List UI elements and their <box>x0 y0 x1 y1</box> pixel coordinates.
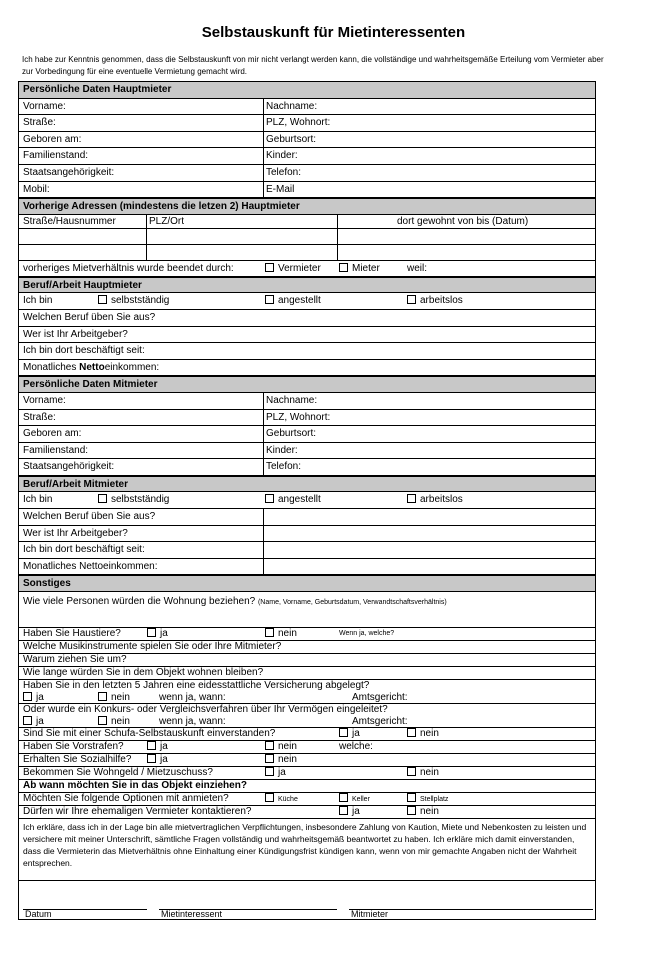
label-haustiere: Haben Sie Haustiere? <box>23 628 121 640</box>
checkbox-stellplatz[interactable] <box>407 793 416 802</box>
checkbox-eides-ja[interactable] <box>23 692 32 701</box>
label-konkurs: Oder wurde ein Konkurs- oder Vergleichsverfahren über Ihr Vermögen eingeleitet? <box>23 704 388 716</box>
label-vorstrafen: Haben Sie Vorstrafen? <box>23 741 124 753</box>
row-arbeitgeber-mit[interactable] <box>19 526 595 543</box>
label-telefon: Telefon: <box>266 166 302 178</box>
checkbox-selbststaendig-mit[interactable] <box>98 494 107 503</box>
adressen-row-2[interactable] <box>19 245 595 261</box>
section-header-beruf-mit: Beruf/Arbeit Mitmieter <box>19 476 595 493</box>
row-name[interactable] <box>19 99 595 116</box>
row-familie-mit[interactable] <box>19 443 595 460</box>
row-ichbin-mit[interactable] <box>19 492 595 509</box>
label-arbeitslos-mit: arbeitslos <box>420 494 463 506</box>
row-vorstrafen[interactable]: Haben Sie Vorstrafen? ja nein welche: <box>19 741 595 754</box>
label-kinder: Kinder: <box>266 150 298 162</box>
signature-row[interactable] <box>19 881 595 919</box>
label-staat: Staatsangehörigkeit: <box>23 166 115 178</box>
checkbox-keller[interactable] <box>339 793 348 802</box>
label-angestellt: angestellt <box>278 295 321 307</box>
label-musik: Welche Musikinstrumente spielen Sie oder Ihre Mitmieter? <box>23 641 282 653</box>
label-vorname: Vorname: <box>23 100 66 112</box>
label-ichbin: Ich bin <box>23 295 53 307</box>
label-netto-mit: Monatliches Nettoeinkommen: <box>23 560 158 572</box>
row-haustiere[interactable]: Haben Sie Haustiere? ja nein Wenn ja, welche? <box>19 628 595 641</box>
row-arbeitgeber-haupt[interactable] <box>19 327 595 344</box>
label-wohngeld: Bekommen Sie Wohngeld / Mietzuschuss? <box>23 767 213 779</box>
checkbox-wohngeld-ja[interactable] <box>265 767 274 776</box>
label-beruf: Welchen Beruf üben Sie aus? <box>23 311 156 323</box>
label-angestellt-mit: angestellt <box>278 494 321 506</box>
label-ichbin-mit: Ich bin <box>23 494 53 506</box>
checkbox-selbststaendig[interactable] <box>98 295 107 304</box>
label-arbeitgeber-mit: Wer ist Ihr Arbeitgeber? <box>23 527 128 539</box>
row-staat-mit[interactable] <box>19 459 595 476</box>
label-mietinteressent: Mietinteressent <box>161 909 223 920</box>
row-familie[interactable] <box>19 148 595 165</box>
row-geboren[interactable] <box>19 132 595 149</box>
label-warum: Warum ziehen Sie um? <box>23 654 127 666</box>
section-header-mitmieter: Persönliche Daten Mitmieter <box>19 376 595 393</box>
label-welche-tier: Wenn ja, welche? <box>339 630 395 638</box>
checkbox-haustiere-ja[interactable] <box>147 628 156 637</box>
label-vermieter: Vermieter <box>278 262 321 274</box>
row-beruf-mit[interactable] <box>19 509 595 526</box>
adressen-row-1[interactable] <box>19 229 595 245</box>
label-mitmieter: Mitmieter <box>351 909 389 920</box>
checkbox-wohngeld-nein[interactable] <box>407 767 416 776</box>
checkbox-vermieter[interactable] <box>265 263 274 272</box>
label-strasse: Straße: <box>23 117 56 129</box>
row-optionen[interactable]: Möchten Sie folgende Optionen mit anmieten? Küche Keller Stellplatz <box>19 793 595 806</box>
row-geboren-mit[interactable] <box>19 426 595 443</box>
row-lange[interactable] <box>19 667 595 680</box>
label-nachname: Nachname: <box>266 100 318 112</box>
label-arbeitgeber: Wer ist Ihr Arbeitgeber? <box>23 328 128 340</box>
row-sozial[interactable]: Erhalten Sie Sozialhilfe? ja nein <box>19 754 595 767</box>
row-mobil[interactable] <box>19 182 595 199</box>
label-personen: Wie viele Personen würden die Wohnung beziehen? (Name, Vorname, Geburtsdatum, Verwandtschaftsverhältnis) <box>23 596 447 608</box>
label-familienstand: Familienstand: <box>23 150 89 162</box>
label-lange: Wie lange würden Sie in dem Objekt wohnen bleiben? <box>23 667 264 679</box>
row-eides[interactable]: Haben Sie in den letzten 5 Jahren eine eidesstattliche Versicherung abgelegt? ja nein wenn ja, wann: Amtsgericht: <box>19 680 595 704</box>
intro-text: Ich habe zur Kenntnis genommen, dass die Selbstauskunft von mir nicht verlangt werden kann, die vollständige und wahrheitsgemäße Erteilung vom Vermieter aber zur Vorbedingung für eine eventuelle Vermietung gemacht wird. <box>22 55 604 76</box>
row-seit-mit[interactable] <box>19 542 595 559</box>
checkbox-schufa-nein[interactable] <box>407 728 416 737</box>
checkbox-konkurs-ja[interactable] <box>23 716 32 725</box>
row-konkurs[interactable]: Oder wurde ein Konkurs- oder Vergleichsverfahren über Ihr Vermögen eingeleitet? ja nein wenn ja, wann: Amtsgericht: <box>19 704 595 728</box>
label-netto: Monatliches Nettoeinkommen: <box>23 361 160 373</box>
checkbox-haustiere-nein[interactable] <box>265 628 274 637</box>
label-geboren: Geboren am: <box>23 133 82 145</box>
section-header-hauptmieter: Persönliche Daten Hauptmieter <box>19 82 595 99</box>
label-staat-mit: Staatsangehörigkeit: <box>23 461 115 473</box>
row-einziehen[interactable] <box>19 780 595 793</box>
checkbox-konkurs-nein[interactable] <box>98 716 107 725</box>
adressen-col-header <box>19 215 595 229</box>
section-header-adressen: Vorherige Adressen (mindestens die letzen 2) Hauptmieter <box>19 198 595 215</box>
section-header-sonstiges: Sonstiges <box>19 575 595 592</box>
declaration-text: Ich erkläre, dass ich in der Lage bin alle mietvertraglichen Verpflichtungen, insbesondere Zahlung von Kaution, Miete und Nebenkosten zu leisten und versichere mit meiner Unterschrift, sämtliche Fragen vollständig und wahrheitsgemäß beantwortet zu haben. Ich erkläre mich damit einverstanden, dass die Vermieterin das Mietverhältnis ohne Einhaltung einer Kündigungsfrist kündigen kann, wenn von mir gemachte Angaben nicht der Wahrheit entsprechen. <box>19 819 595 881</box>
label-seit-mit: Ich bin dort beschäftigt seit: <box>23 544 145 556</box>
checkbox-sozial-ja[interactable] <box>147 754 156 763</box>
label-eides-wann: wenn ja, wann: <box>159 692 226 704</box>
row-netto-mit[interactable] <box>19 559 595 576</box>
label-welche: welche: <box>339 741 373 753</box>
label-sozial: Erhalten Sie Sozialhilfe? <box>23 754 132 766</box>
label-familienstand-mit: Familienstand: <box>23 444 89 456</box>
row-beruf-haupt[interactable] <box>19 310 595 327</box>
label-eides: Haben Sie in den letzten 5 Jahren eine eidesstattliche Versicherung abgelegt? <box>23 680 370 692</box>
row-adresse[interactable] <box>19 115 595 132</box>
label-seit: Ich bin dort beschäftigt seit: <box>23 345 145 357</box>
checkbox-kontakt-ja[interactable] <box>339 806 348 815</box>
row-name-mit[interactable] <box>19 393 595 410</box>
label-selbststaendig-mit: selbstständig <box>111 494 170 506</box>
label-plz-mit: PLZ, Wohnort: <box>266 411 331 423</box>
label-beruf-mit: Welchen Beruf üben Sie aus? <box>23 511 156 523</box>
row-schufa[interactable]: Sind Sie mit einer Schufa-Selbstauskunft einverstanden? ja nein <box>19 728 595 741</box>
page-title: Selbstauskunft für Mietinteressenten <box>201 24 466 41</box>
row-personen[interactable] <box>19 592 595 628</box>
row-seit-haupt[interactable] <box>19 343 595 360</box>
checkbox-sozial-nein[interactable] <box>265 754 274 763</box>
row-staat[interactable] <box>19 165 595 182</box>
label-selbststaendig: selbstständig <box>111 295 170 307</box>
label-konkurs-wann: wenn ja, wann: <box>159 716 226 728</box>
label-strasse-mit: Straße: <box>23 411 56 423</box>
label-telefon-mit: Telefon: <box>266 461 302 473</box>
label-schufa: Sind Sie mit einer Schufa-Selbstauskunft einverstanden? <box>23 728 276 740</box>
form <box>18 81 596 920</box>
checkbox-eides-nein[interactable] <box>98 692 107 701</box>
checkbox-arbeitslos[interactable] <box>407 295 416 304</box>
label-einziehen: Ab wann möchten Sie in das Objekt einziehen? <box>23 780 247 792</box>
checkbox-arbeitslos-mit[interactable] <box>407 494 416 503</box>
checkbox-schufa-ja[interactable] <box>339 728 348 737</box>
row-musik[interactable] <box>19 641 595 654</box>
label-geburtsort-mit: Geburtsort: <box>266 428 317 440</box>
row-kontakt[interactable]: Dürfen wir Ihre ehemaligen Vermieter kontaktieren? ja nein <box>19 806 595 819</box>
label-geboren-mit: Geboren am: <box>23 428 82 440</box>
row-beendet[interactable] <box>19 261 595 277</box>
label-weil: weil: <box>407 262 428 274</box>
row-adresse-mit[interactable] <box>19 410 595 427</box>
checkbox-angestellt[interactable] <box>265 295 274 304</box>
label-datum: Datum <box>25 909 52 920</box>
label-mieter: Mieter <box>352 262 380 274</box>
row-warum[interactable] <box>19 654 595 667</box>
checkbox-vorstrafen-nein[interactable] <box>265 741 274 750</box>
label-arbeitslos: arbeitslos <box>420 295 463 307</box>
label-plz: PLZ, Wohnort: <box>266 117 331 129</box>
row-ichbin-haupt[interactable] <box>19 293 595 310</box>
label-konkurs-amtsgericht: Amtsgericht: <box>352 716 408 728</box>
checkbox-vorstrafen-ja[interactable] <box>147 741 156 750</box>
label-kinder-mit: Kinder: <box>266 444 298 456</box>
label-beendet: vorheriges Mietverhältnis wurde beendet durch: <box>23 262 234 274</box>
row-netto-haupt[interactable] <box>19 360 595 377</box>
checkbox-kueche[interactable] <box>265 793 274 802</box>
col-zeitraum: dort gewohnt von bis (Datum) <box>397 215 529 227</box>
checkbox-kontakt-nein[interactable] <box>407 806 416 815</box>
label-optionen: Möchten Sie folgende Optionen mit anmieten? <box>23 793 229 805</box>
label-geburtsort: Geburtsort: <box>266 133 317 145</box>
label-email: E-Mail <box>266 183 295 195</box>
label-nachname-mit: Nachname: <box>266 394 318 406</box>
col-strasse: Straße/Hausnummer <box>23 215 116 227</box>
label-mobil: Mobil: <box>23 183 50 195</box>
col-plz: PLZ/Ort <box>149 215 185 227</box>
section-header-beruf-haupt: Beruf/Arbeit Hauptmieter <box>19 277 595 294</box>
label-vorname-mit: Vorname: <box>23 394 66 406</box>
row-wohngeld[interactable]: Bekommen Sie Wohngeld / Mietzuschuss? ja nein <box>19 767 595 780</box>
label-kontakt: Dürfen wir Ihre ehemaligen Vermieter kontaktieren? <box>23 806 252 818</box>
label-eides-amtsgericht: Amtsgericht: <box>352 692 408 704</box>
checkbox-angestellt-mit[interactable] <box>265 494 274 503</box>
checkbox-mieter[interactable] <box>339 263 348 272</box>
